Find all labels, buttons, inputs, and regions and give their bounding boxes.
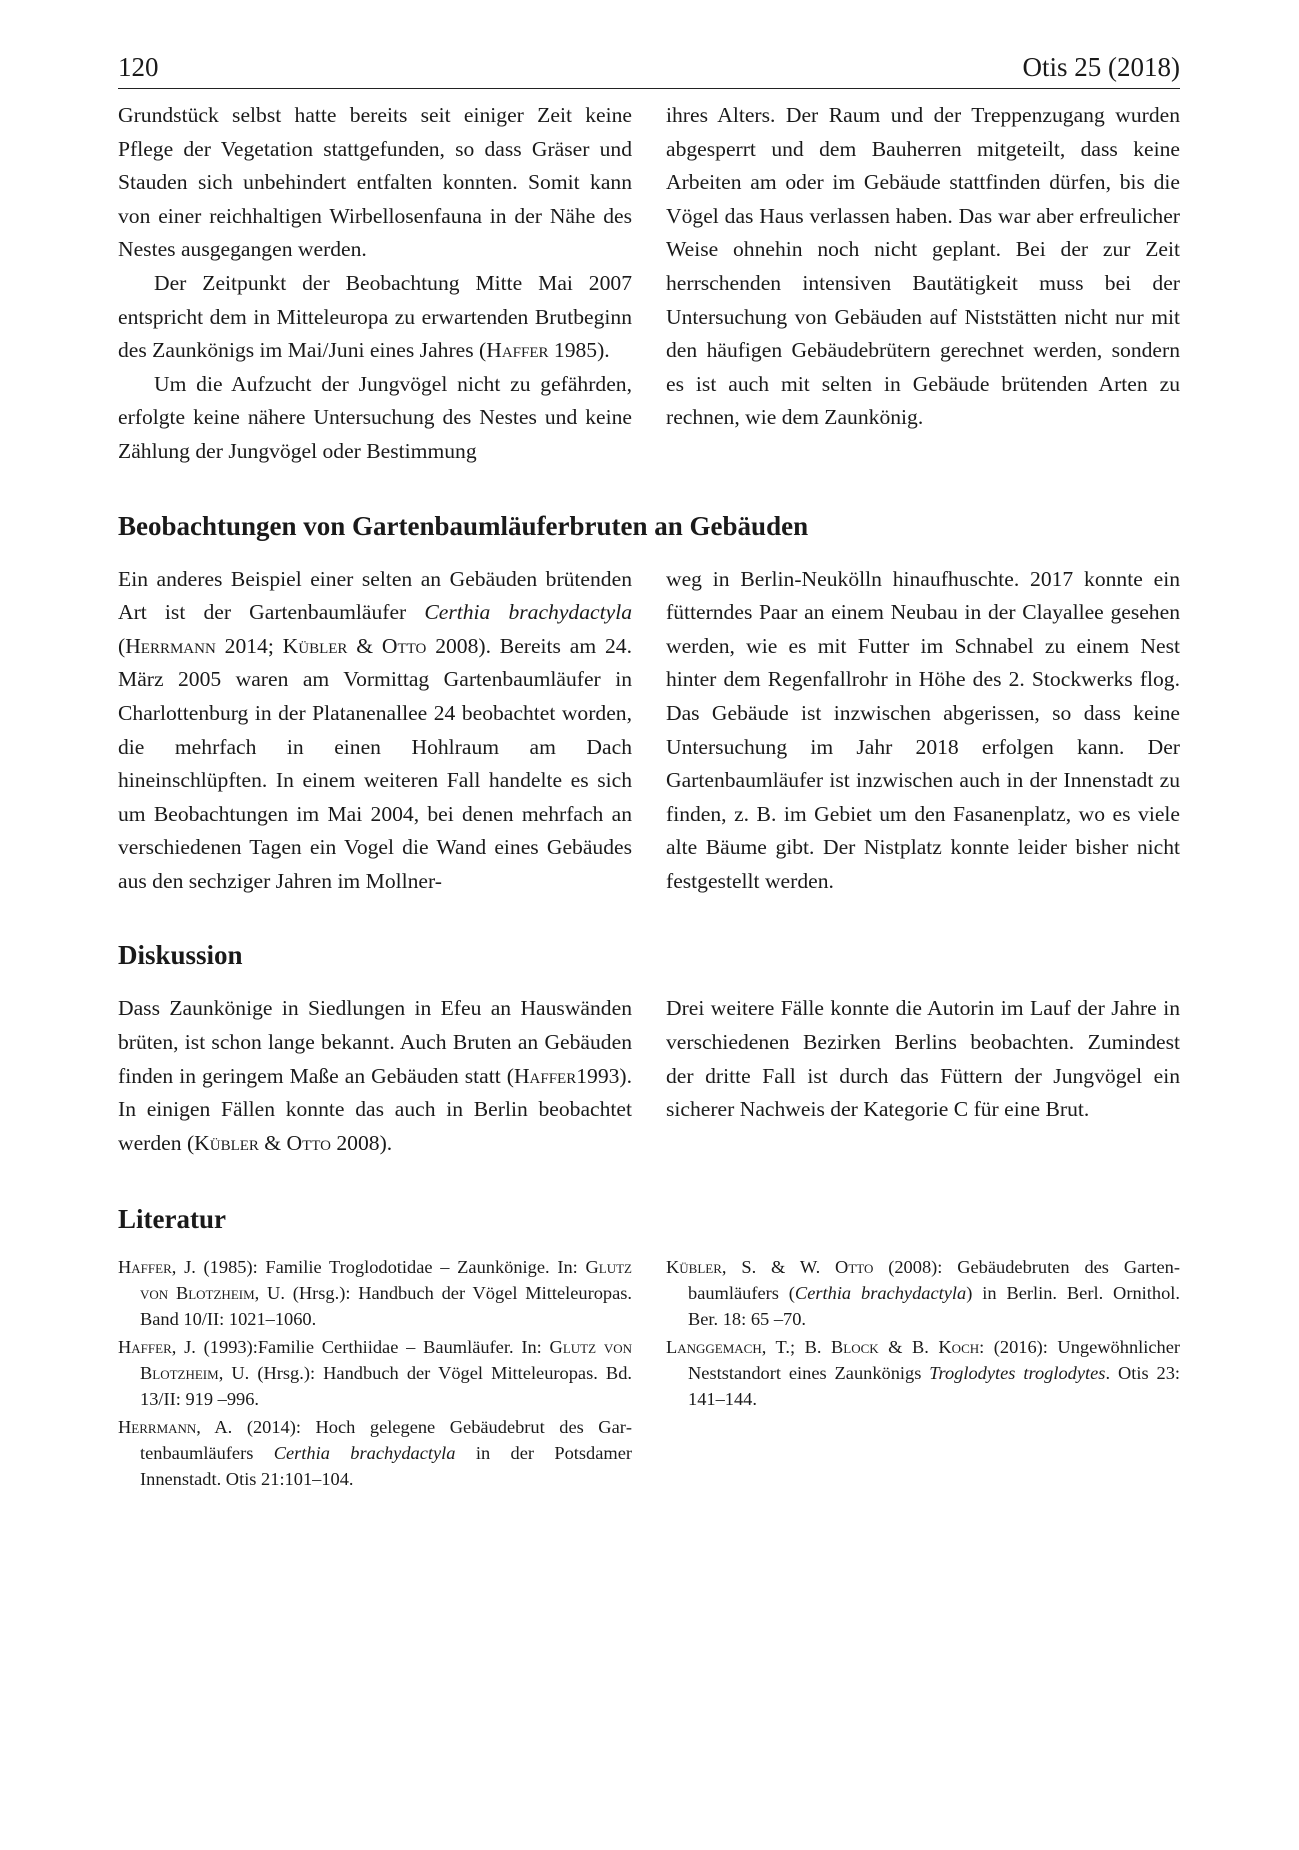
species-name: Troglodytes troglodytes	[929, 1363, 1106, 1384]
text-run: 2014;	[215, 633, 283, 658]
text-run: Der Zeitpunkt der Beobachtung Mitte Mai 2007 entspricht dem in Mitteleuropa zu erwartenden Brutbeginn des Zaunkönigs im Mai/Juni eines Jahres (	[118, 270, 632, 363]
diskussion-left-column	[118, 992, 632, 1160]
diskussion-paragraph-2: Drei weitere Fälle konnte die Autorin im Lauf der Jahre in verschiedenen Bezirken Berlins beobachten. Zumindest der dritte Fall ist durch das Füttern der Jungvögel ein sicherer Nachweis der Kategorie C für eine Brut.	[666, 996, 1180, 1122]
reference-left-column	[118, 1254, 632, 1494]
beobachtungen-paragraph-2: weg in Berlin-Neukölln hinaufhuschte. 2017 konnte ein fütterndes Paar an einem Neubau in der Clayallee gesehen werden, wie es mit Futter im Schnabel zu einem Nest hinter dem Regenfallrohr in Höhe des 2. Stockwerks flog. Das Gebäude ist inzwischen abgerissen, so dass keine Untersuchung im Jahr 2018 erfolgen kann. Der Gartenbaumläufer ist inzwischen auch in der Innenstadt zu finden, z. B. im Gebiet um den Fasanenplatz, wo es viele alte Bäume gibt. Der Nistplatz konnte leider bisher nicht festgestellt werden.	[666, 566, 1180, 893]
text-run: (Hrsg.): Handbuch der Vögel Mitteleuropas. Band 10/II: 1021–1060.	[140, 1283, 633, 1330]
page-header	[118, 48, 1180, 89]
intro-paragraph-4: ihres Alters. Der Raum und der Treppenzugang wurden abgesperrt und dem Bauherren mitgeteilt, dass keine Arbeiten am oder im Gebäude stattfinden dürfen, bis die Vögel das Haus verlassen haben. Das war aber erfreulicher Weise ohnehin noch nicht geplant. Bei der zur Zeit herrschenden intensiven Bautätigkeit muss bei der Untersuchung von Gebäuden auf Niststätten nicht nur mit den häufigen Gebäudebrütern gerechnet werden, sondern es ist auch mit selten in Gebäude brütenden Arten zu rechnen, wie dem Zaunkönig.	[666, 103, 1180, 430]
species-name: Certhia brachydactyla	[794, 1283, 967, 1304]
text-run: 2008).	[330, 1130, 393, 1155]
reference-item	[118, 1254, 632, 1332]
text-run: (1985): Familie Troglodotidae – Zaunkönige. In:	[195, 1257, 586, 1278]
beobachtungen-paragraph-1	[118, 563, 632, 899]
reference-author: Langgemach, T.; B. Block & B. Koch:	[666, 1337, 985, 1358]
text-run: ) in Berlin. Berl. Ornithol. Ber. 18: 65 –70.	[688, 1283, 1180, 1330]
reference-author: Kübler, S. & W. Otto	[666, 1257, 874, 1278]
author-citation: Kübler & Otto	[194, 1130, 331, 1155]
intro-paragraph-1: Grundstück selbst hatte bereits seit einiger Zeit keine Pflege der Vegetation stattgefunden, so dass Gräser und Stauden sich unbehindert entfalten konnten. Somit kann von einer reichhaltigen Wirbellosenfauna in der Nähe des Nestes ausgegangen werden.	[118, 103, 632, 262]
text-run: (Hrsg.): Handbuch der Vögel Mitteleuropas. Bd. 13/II: 919 –996.	[140, 1363, 632, 1410]
page-number: 120	[118, 52, 159, 82]
diskussion-paragraph-1	[118, 992, 632, 1160]
text-run: (2008): Gebäudebruten des Gartenbaumläufers (	[688, 1257, 1180, 1304]
diskussion-columns	[118, 992, 1180, 1160]
intro-left-column	[118, 99, 632, 469]
text-run: 1993). In einigen Fällen konnte das auch in Berlin beobachtet werden (	[118, 1063, 632, 1155]
author-citation: Haffer	[513, 1063, 577, 1088]
reference-item	[118, 1414, 632, 1492]
text-run: (1993):Familie Certhiidae – Baumläufer. In:	[195, 1337, 550, 1358]
reference-editor: Glutz von Blotzheim, U.	[140, 1257, 632, 1304]
species-name: Certhia brachydactyla	[273, 1443, 456, 1464]
text-run: . Otis 23: 141–144.	[688, 1363, 1180, 1410]
journal-citation: Otis 25 (2018)	[1022, 52, 1180, 82]
reference-right-column	[666, 1254, 1180, 1494]
reference-item	[118, 1334, 632, 1412]
text-run: (	[118, 633, 126, 658]
beobachtungen-left-column	[118, 563, 632, 899]
text-run: (2014): Hoch gelegene Gebäudebrut des Gartenbaumläufers	[140, 1417, 633, 1464]
section-heading-diskussion: Diskussion	[118, 940, 243, 971]
intro-paragraph-2	[118, 267, 632, 368]
reference-editor: Glutz von Blotzheim, U.	[140, 1337, 632, 1384]
article-page	[118, 48, 1180, 1494]
text-run: Dass Zaunkönige in Siedlungen in Efeu an Hauswänden brüten, ist schon lange bekannt. Auch Bruten an Gebäuden finden in geringem Maße an Gebäuden statt (	[118, 996, 632, 1088]
intro-paragraph-3: Um die Aufzucht der Jungvögel nicht zu gefährden, erfolgte keine nähere Untersuchung des Nestes und keine Zählung der Jungvögel oder Bestimmung	[118, 371, 632, 463]
intro-columns	[118, 99, 1180, 469]
reference-list	[118, 1254, 1180, 1494]
author-citation: Haffer	[486, 338, 549, 363]
text-run: (2016): Ungewöhnlicher Neststandort eines Zaunkönigs	[688, 1337, 1181, 1384]
reference-author: Haffer, J.	[118, 1337, 196, 1358]
reference-author: Herrmann, A.	[118, 1417, 233, 1438]
text-run: in der Potsdamer Innenstadt. Otis 21:101–104.	[140, 1443, 632, 1490]
beobachtungen-columns	[118, 563, 1180, 899]
text-run: Ein anderes Beispiel einer selten an Gebäuden brütenden Art ist der Gartenbaumläufer	[118, 566, 632, 625]
section-heading-literatur: Literatur	[118, 1204, 226, 1235]
reference-author: Haffer, J.	[118, 1257, 196, 1278]
beobachtungen-right-column	[666, 563, 1180, 899]
author-citation: Herrmann	[125, 633, 216, 658]
diskussion-right-column	[666, 992, 1180, 1160]
text-run: 1985).	[548, 338, 610, 363]
intro-right-column	[666, 99, 1180, 469]
author-citation: Kübler & Otto	[282, 633, 427, 658]
reference-item	[666, 1254, 1180, 1332]
text-run: 2008). Bereits am 24. März 2005 waren am Vormittag Gartenbaumläufer in Charlottenburg in der Platanenallee 24 beobachtet worden, die mehrfach in einen Hohlraum am Dach hineinschlüpften. In einem weiteren Fall handelte es sich um Beobachtungen im Mai 2004, bei denen mehrfach an verschiedenen Tagen ein Vogel die Wand eines Gebäudes aus den sechziger Jahren im Mollner-	[118, 633, 632, 893]
reference-item	[666, 1334, 1180, 1412]
species-name: Certhia brachydactyla	[424, 600, 632, 625]
section-heading-beobachtungen: Beobachtungen von Gartenbaumläuferbruten an Gebäuden	[118, 510, 809, 541]
